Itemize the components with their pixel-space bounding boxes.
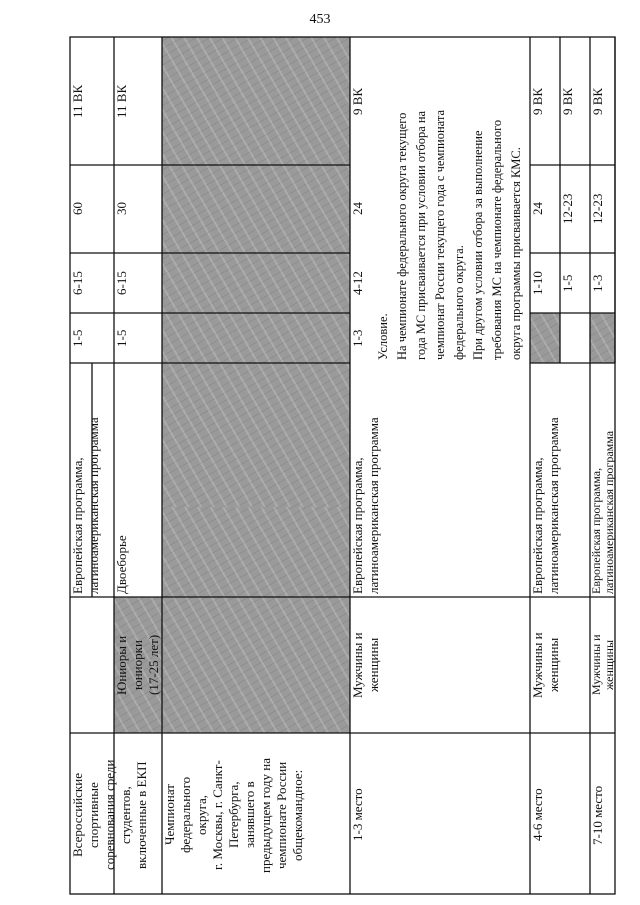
header-rank-top: 11 ВК: [70, 84, 85, 118]
header-places-top: 1-5: [70, 329, 85, 347]
place-4-6-range-b: 1-5: [560, 274, 575, 292]
place-1-3-label: 1-3 место: [350, 788, 365, 842]
championship-rank: 9 ВК: [350, 87, 365, 115]
page-number: 453: [309, 12, 331, 27]
header-rank-bottom: 11 ВК: [114, 84, 129, 118]
place-7-10-program: Европейская программа, латиноамериканская программа: [589, 430, 616, 594]
place-4-6-number-a: 24: [530, 202, 545, 216]
header-places-bottom: 1-5: [114, 329, 129, 347]
place-7-10-rank-b: 9 ВК: [590, 87, 605, 115]
header-program-bottom: Двоеборье: [114, 535, 129, 594]
header-number-top: 60: [70, 202, 85, 216]
place-4-6-range-a: 1-10: [530, 271, 545, 295]
place-4-6-program: Европейская программа, латиноамериканская программа: [530, 417, 561, 594]
place-1-3-condition: Условие. На чемпионате федерального округа текущего года МС присваивается при условии отбора на чемпионат России текущего года с чемпионата федерального округа. При другом условии отбора за выполнение требования МС на чемпионате федерального округа программы присваивается КМС.: [376, 109, 523, 360]
championship-range: 4-12: [350, 271, 365, 295]
header-group-label: Юниоры и юниорки (17-25 лет): [114, 634, 161, 696]
place-7-10-label: 7-10 место: [590, 785, 605, 845]
place-4-6-number-b: 12-23: [560, 193, 575, 225]
place-4-6-group: Мужчины и женщины: [530, 632, 561, 698]
place-1-3-program: Европейская программа, латиноамериканская программа: [350, 417, 381, 594]
place-7-10-group: Мужчины и женщины: [589, 634, 616, 696]
place-7-10-number-b: 12-23: [590, 193, 605, 225]
place-1-3-group: Мужчины и женщины: [350, 632, 381, 698]
header-number-bottom: 30: [114, 202, 129, 216]
championship-title: Чемпионат федерального округа, г. Москвы, г. Санкт- Петербурга, занявшего в предыдущем году на чемпионате России общекомандное:: [162, 757, 305, 873]
place-7-10-range-b: 1-3: [590, 274, 605, 292]
header-range-top: 6-15: [70, 271, 85, 295]
header-range-bottom: 6-15: [114, 271, 129, 295]
header-event-label: Всероссийские спортивные соревнования среди студентов, включенные в ЕКП: [70, 759, 149, 871]
championship-places: 1-3: [350, 329, 365, 347]
place-4-6-label: 4-6 место: [530, 788, 545, 842]
place-4-6-rank-b: 9 ВК: [560, 87, 575, 115]
championship-number: 24: [350, 202, 365, 216]
place-4-6-rank-a: 9 ВК: [530, 87, 545, 115]
header-program-top: Европейская программа, латиноамериканская программа: [70, 417, 101, 594]
